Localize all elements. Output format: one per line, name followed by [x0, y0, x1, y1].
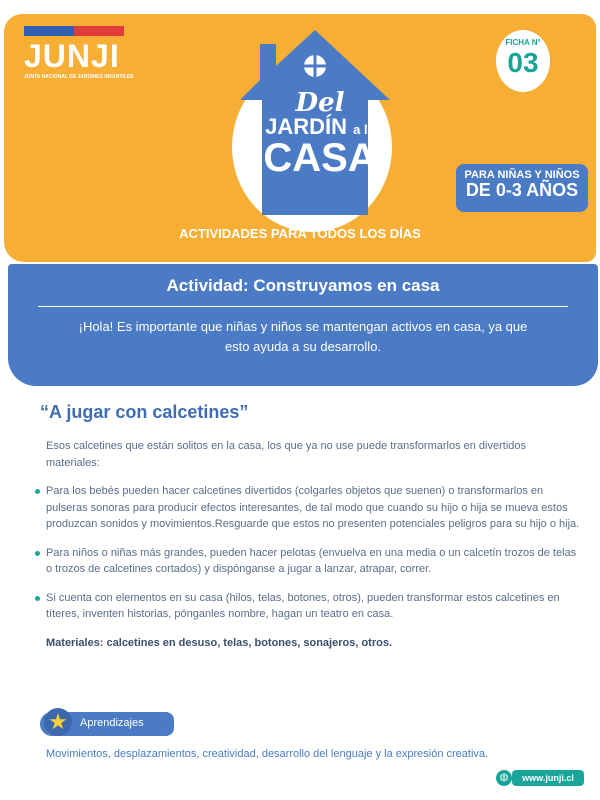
- ficha-sun-badge: [496, 30, 550, 92]
- age-line1: PARA NIÑAS Y NIÑOS: [464, 169, 580, 181]
- age-badge: [456, 164, 588, 212]
- tagline: ACTIVIDADES PARA TODOS LOS DÍAS: [179, 226, 421, 241]
- ficha-number: 03: [507, 47, 539, 78]
- brand-title-line3: CASA: [263, 136, 377, 180]
- list-item: Para los bebés pueden hacer calcetines divertidos (colgarles objetos que suenen) o transformarlos en pulseras sonoras para producir efectos interesantes, de tal modo que cuando su hijo o hija se mueva estos produzcan sonidos y movimientos.Resguarde que estos no presenten potenciales peligros para su hijo o hija.: [46, 483, 581, 533]
- brand-jardin: JARDÍN: [265, 114, 348, 139]
- brand-title: [255, 90, 385, 178]
- activity-banner: [8, 264, 598, 386]
- junji-logo: JUNJI: [24, 38, 120, 74]
- activity-title: Actividad: Construyamos en casa: [166, 276, 440, 295]
- junji-logo-subtitle: JUNTA NACIONAL DE JARDINES INFANTILES: [24, 74, 134, 80]
- learning-label: Aprendizajes: [40, 712, 174, 736]
- globe-icon: ◍: [496, 770, 512, 786]
- list-item: Para niños o niñas más grandes, pueden hacer pelotas (envuelva en una media o un calcetín trozos de telas o trozos de calcetines cortados) y dispónganse a jugar a lanzar, atrapar, correr.: [46, 545, 581, 578]
- brand-a-la: a la: [353, 122, 375, 137]
- brand-title-line2: [255, 116, 385, 138]
- list-item: Si cuenta con elementos en su casa (hilos, telas, botones, otros), pueden transformar estos calcetines en títeres, inventen historias, pónganles nombre, hagan un teatro en casa.: [46, 590, 581, 623]
- content: [46, 438, 581, 651]
- ficha-label: FICHA N°: [505, 38, 541, 47]
- activity-intro: ¡Hola! Es importante que niñas y niños se mantengan activos en casa, ya que esto ayuda a su desarrollo.: [78, 319, 528, 355]
- flag-stripe: [24, 26, 124, 36]
- section-title: “A jugar con calcetines”: [40, 402, 249, 422]
- website-link[interactable]: www.junji.cl: [512, 770, 584, 786]
- content-intro: Esos calcetines que están solitos en la casa, los que ya no use puede transformarlos en divertidos materiales:: [46, 440, 526, 469]
- materials: Materiales: calcetines en desuso, telas, botones, sonajeros, otros.: [46, 636, 393, 649]
- star-icon: ★: [44, 708, 72, 736]
- learning-text: Movimientos, desplazamientos, creatividad, desarrollo del lenguaje y la expresión creativa.: [46, 748, 489, 760]
- divider: [38, 306, 568, 307]
- bullet-list: [46, 483, 581, 623]
- brand-title-line1: Del: [295, 88, 345, 118]
- age-line2: DE 0-3 AÑOS: [465, 180, 579, 201]
